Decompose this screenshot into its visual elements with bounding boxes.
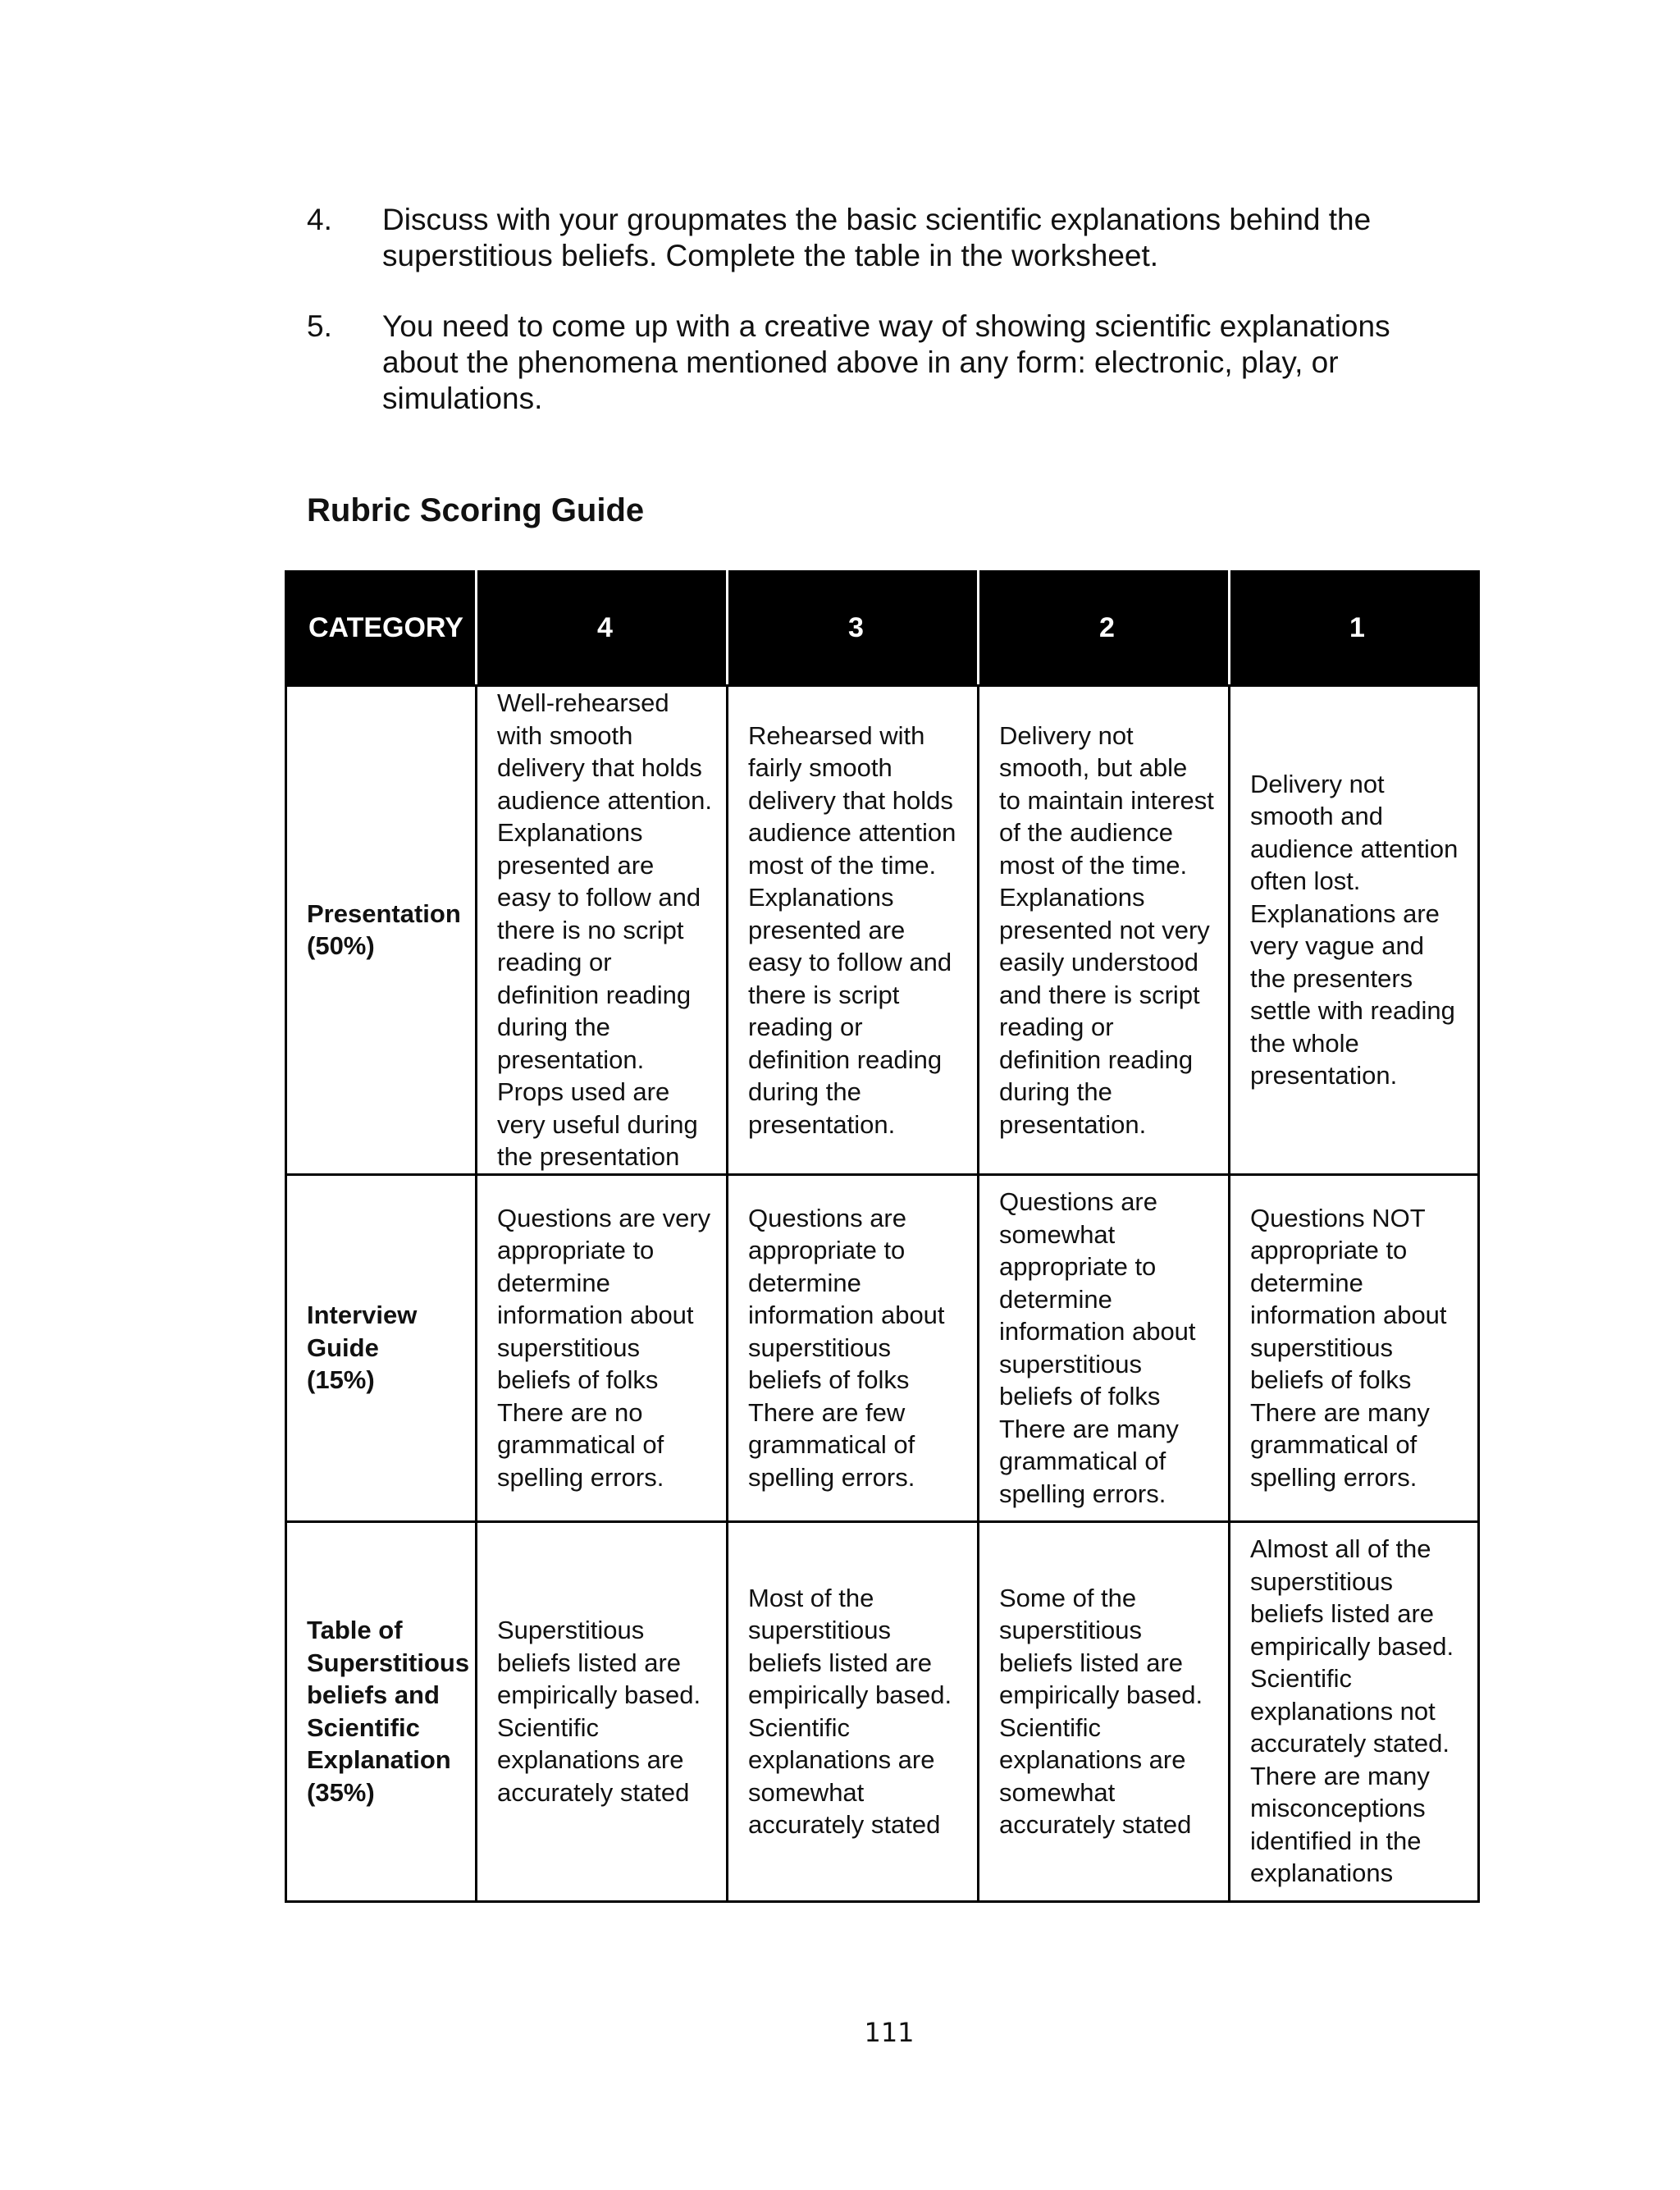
list-item [307,202,1439,274]
section-heading: Rubric Scoring Guide [307,492,645,528]
table-row [286,1174,1479,1521]
table-cell: Almost all of the superstitious beliefs listed are empirically based. Scientific explanations not accurately stated. There are many misconceptions identified in the explanations [1230,1521,1479,1901]
list-item-number: 4. [307,203,332,236]
table-cell: Questions are somewhat appropriate to determine information about superstitious beliefs of folks There are many grammatical of spelling errors. [979,1174,1230,1521]
table-cell: Superstitious beliefs listed are empirically based. Scientific explanations are accurately stated [477,1521,728,1901]
list-item-text: Discuss with your groupmates the basic scientific explanations behind the superstitious beliefs. Complete the table in the worksheet. [382,203,1372,272]
table-cell: Well-rehearsed with smooth delivery that holds audience attention. Explanations presented are easy to follow and there is no script reading or definition reading during the presentation. Props used are very useful during the presentation [477,686,728,1175]
rubric-table [285,570,1480,1903]
table-row [286,1521,1479,1901]
table-cell: Rehearsed with fairly smooth delivery that holds audience attention most of the time. Explanations presented are easy to follow and there is script reading or definition reading during the presentation. [728,686,979,1175]
category-cell: Table of Superstitious beliefs and Scientific Explanation (35%) [286,1521,477,1901]
table-cell: Questions are appropriate to determine information about superstitious beliefs of folks There are few grammatical of spelling errors. [728,1174,979,1521]
table-cell: Most of the superstitious beliefs listed are empirically based. Scientific explanations are somewhat accurately stated [728,1521,979,1901]
page-number: 111 [864,2017,915,2048]
column-header-score-1: 1 [1230,572,1479,686]
column-header-category: CATEGORY [286,572,477,686]
column-header-score-3: 3 [728,572,979,686]
table-header-row [286,572,1479,686]
list-item-text: You need to come up with a creative way of showing scientific explanations about the phenomena mentioned above in any form: electronic, play, or simulations. [382,309,1390,415]
category-cell: Presentation (50%) [286,686,477,1175]
table-cell: Questions are very appropriate to determine information about superstitious beliefs of folks There are no grammatical of spelling errors. [477,1174,728,1521]
table-row [286,686,1479,1175]
column-header-score-4: 4 [477,572,728,686]
list-item-number: 5. [307,309,332,343]
table-cell: Some of the superstitious beliefs listed are empirically based. Scientific explanations are somewhat accurately stated [979,1521,1230,1901]
instruction-list [307,202,1439,451]
column-header-score-2: 2 [979,572,1230,686]
list-item [307,309,1439,417]
category-cell: Interview Guide (15%) [286,1174,477,1521]
table-cell: Delivery not smooth, but able to maintain interest of the audience most of the time. Explanations presented not very easily understood and there is script reading or definition reading during the presentation. [979,686,1230,1175]
table-cell: Questions NOT appropriate to determine information about superstitious beliefs of folks There are many grammatical of spelling errors. [1230,1174,1479,1521]
table-cell: Delivery not smooth and audience attention often lost. Explanations are very vague and the presenters settle with reading the whole presentation. [1230,686,1479,1175]
